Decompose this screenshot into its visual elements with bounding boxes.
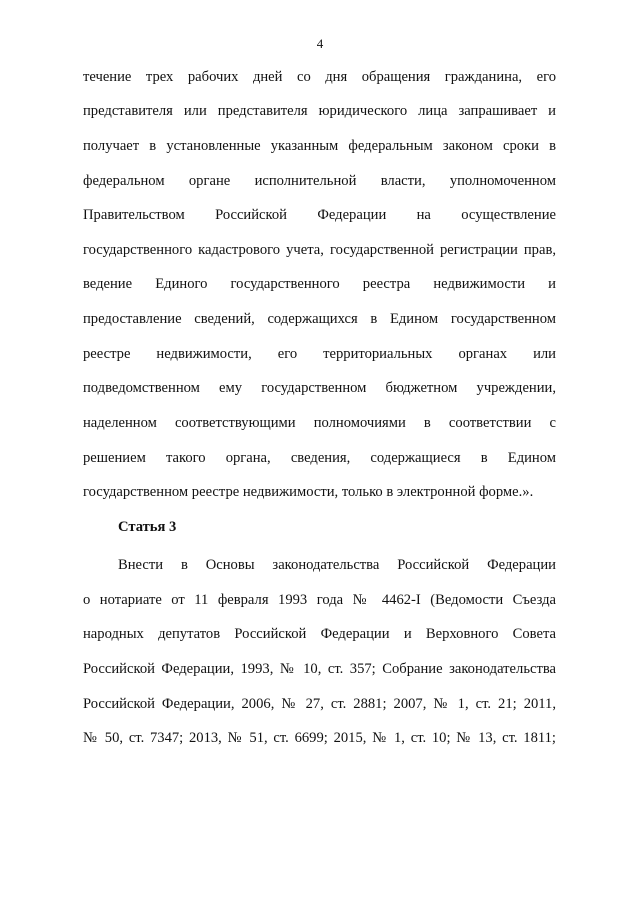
paragraph-line: государственном реестре недвижимости, только в электронной форме.». — [83, 484, 534, 500]
paragraph-line: ведение Единого государственного реестра недвижимости и — [83, 276, 556, 292]
paragraph-line: течение трех рабочих дней со дня обращения гражданина, его — [83, 69, 556, 85]
page-number: 4 — [316, 36, 324, 51]
paragraph-line: решением такого органа, сведения, содержащиеся в Едином — [83, 450, 556, 466]
paragraph-line: о нотариате от 11 февраля 1993 года № 4462-I (Ведомости Съезда — [83, 592, 556, 608]
paragraph-line: Российской Федерации, 2006, № 27, ст. 2881; 2007, № 1, ст. 21; 2011, — [83, 696, 556, 712]
paragraph-line: народных депутатов Российской Федерации и Верховного Совета — [83, 626, 556, 642]
paragraph-line: федеральном органе исполнительной власти, уполномоченном — [83, 173, 556, 189]
paragraph-line: наделенном соответствующими полномочиями в соответствии с — [83, 415, 556, 431]
paragraph-line: Внести в Основы законодательства Российской Федерации — [118, 557, 556, 573]
paragraph-line: подведомственном ему государственном бюджетном учреждении, — [83, 380, 556, 396]
paragraph-line: № 50, ст. 7347; 2013, № 51, ст. 6699; 2015, № 1, ст. 10; № 13, ст. 1811; — [83, 730, 556, 746]
paragraph-line: Российской Федерации, 1993, № 10, ст. 357; Собрание законодательства — [83, 661, 556, 677]
paragraph-line: реестре недвижимости, его территориальных органах или — [83, 346, 556, 362]
article-heading: Статья 3 — [118, 519, 177, 535]
paragraph-line: предоставление сведений, содержащихся в Едином государственном — [83, 311, 556, 327]
paragraph-line: Правительством Российской Федерации на осуществление — [83, 207, 556, 223]
paragraph-line: получает в установленные указанным федеральным законом сроки в — [83, 138, 556, 154]
paragraph-line: представителя или представителя юридического лица запрашивает и — [83, 103, 556, 119]
paragraph-line: государственного кадастрового учета, государственной регистрации прав, — [83, 242, 556, 258]
